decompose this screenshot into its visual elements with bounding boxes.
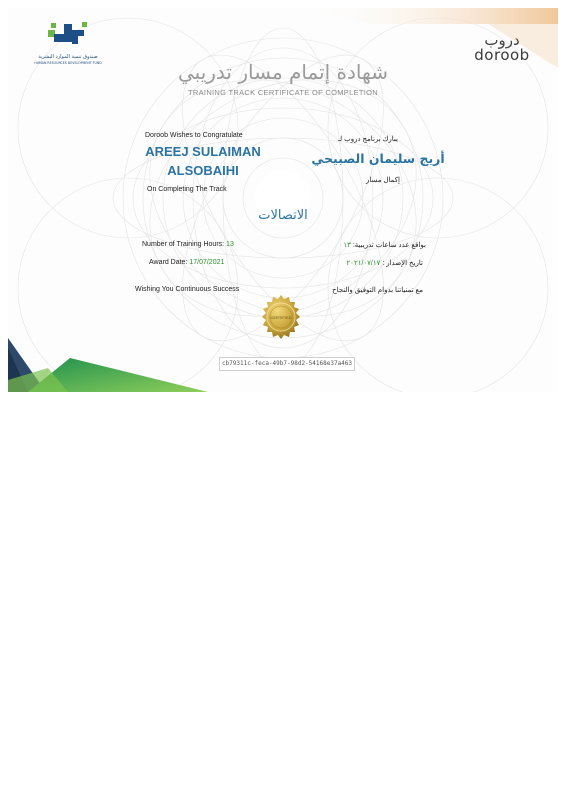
hrdf-name-ar: صندوق تنمية الموارد البشرية <box>38 54 98 60</box>
award-date-ar <box>346 259 423 267</box>
training-hours-value-ar: ١٣ <box>343 242 351 249</box>
doroob-logo <box>466 32 538 63</box>
training-hours-label-ar: بواقع عدد ساعات تدريبية: <box>352 242 426 249</box>
completing-ar: إكمال مسار <box>366 177 400 184</box>
hrdf-logo-mark <box>46 20 90 52</box>
award-date-en <box>149 259 224 266</box>
gold-seal-icon <box>256 294 306 344</box>
completing-en: On Completing The Track <box>147 186 227 193</box>
training-hours-value-en: 13 <box>226 241 234 248</box>
recipient-name-en-line2: ALSOBAIHI <box>167 163 239 178</box>
track-name: الاتصالات <box>258 208 308 223</box>
certificate-title-en: TRAINING TRACK CERTIFICATE OF COMPLETION <box>188 88 378 97</box>
award-date-value-en: 17/07/2021 <box>189 259 225 266</box>
wishing-ar: مع تمنياتنا بدوام التوفيق والنجاح <box>332 287 423 294</box>
wishing-en: Wishing You Continuous Success <box>135 286 240 293</box>
certificate <box>8 8 558 392</box>
congratulate-ar: يبارك برنامج دروب لـ <box>338 136 398 143</box>
doroob-logo-en: doroob <box>474 46 530 64</box>
certificate-title-ar: شهادة إتمام مسار تدريبي <box>178 60 388 84</box>
orange-band <box>308 8 558 24</box>
hrdf-name-en: HUMAN RESOURCES DEVELOPMENT FUND <box>34 61 102 65</box>
recipient-name-en-line1: AREEJ SULAIMAN <box>145 144 261 159</box>
certificate-code: cb79311c-feca-49b7-98d2-54168e37a463 <box>219 357 355 371</box>
doroob-logo-ar: دروب <box>484 31 520 49</box>
award-date-value-ar: ٢٠٢١/٠٧/١٧ <box>346 260 381 267</box>
congratulate-en: Doroob Wishes to Congratulate <box>145 132 243 139</box>
training-hours-ar <box>343 241 426 249</box>
recipient-name-en <box>118 142 288 180</box>
award-date-label-en: Award Date: <box>149 259 188 266</box>
recipient-name-ar: أريج سليمان الصبيحي <box>311 151 445 166</box>
training-hours-label-en: Number of Training Hours: <box>142 241 225 248</box>
award-date-label-ar: تاريخ الإصدار : <box>382 260 423 267</box>
training-hours-en <box>142 241 234 248</box>
seal-text: CERTIFIED <box>270 315 292 320</box>
